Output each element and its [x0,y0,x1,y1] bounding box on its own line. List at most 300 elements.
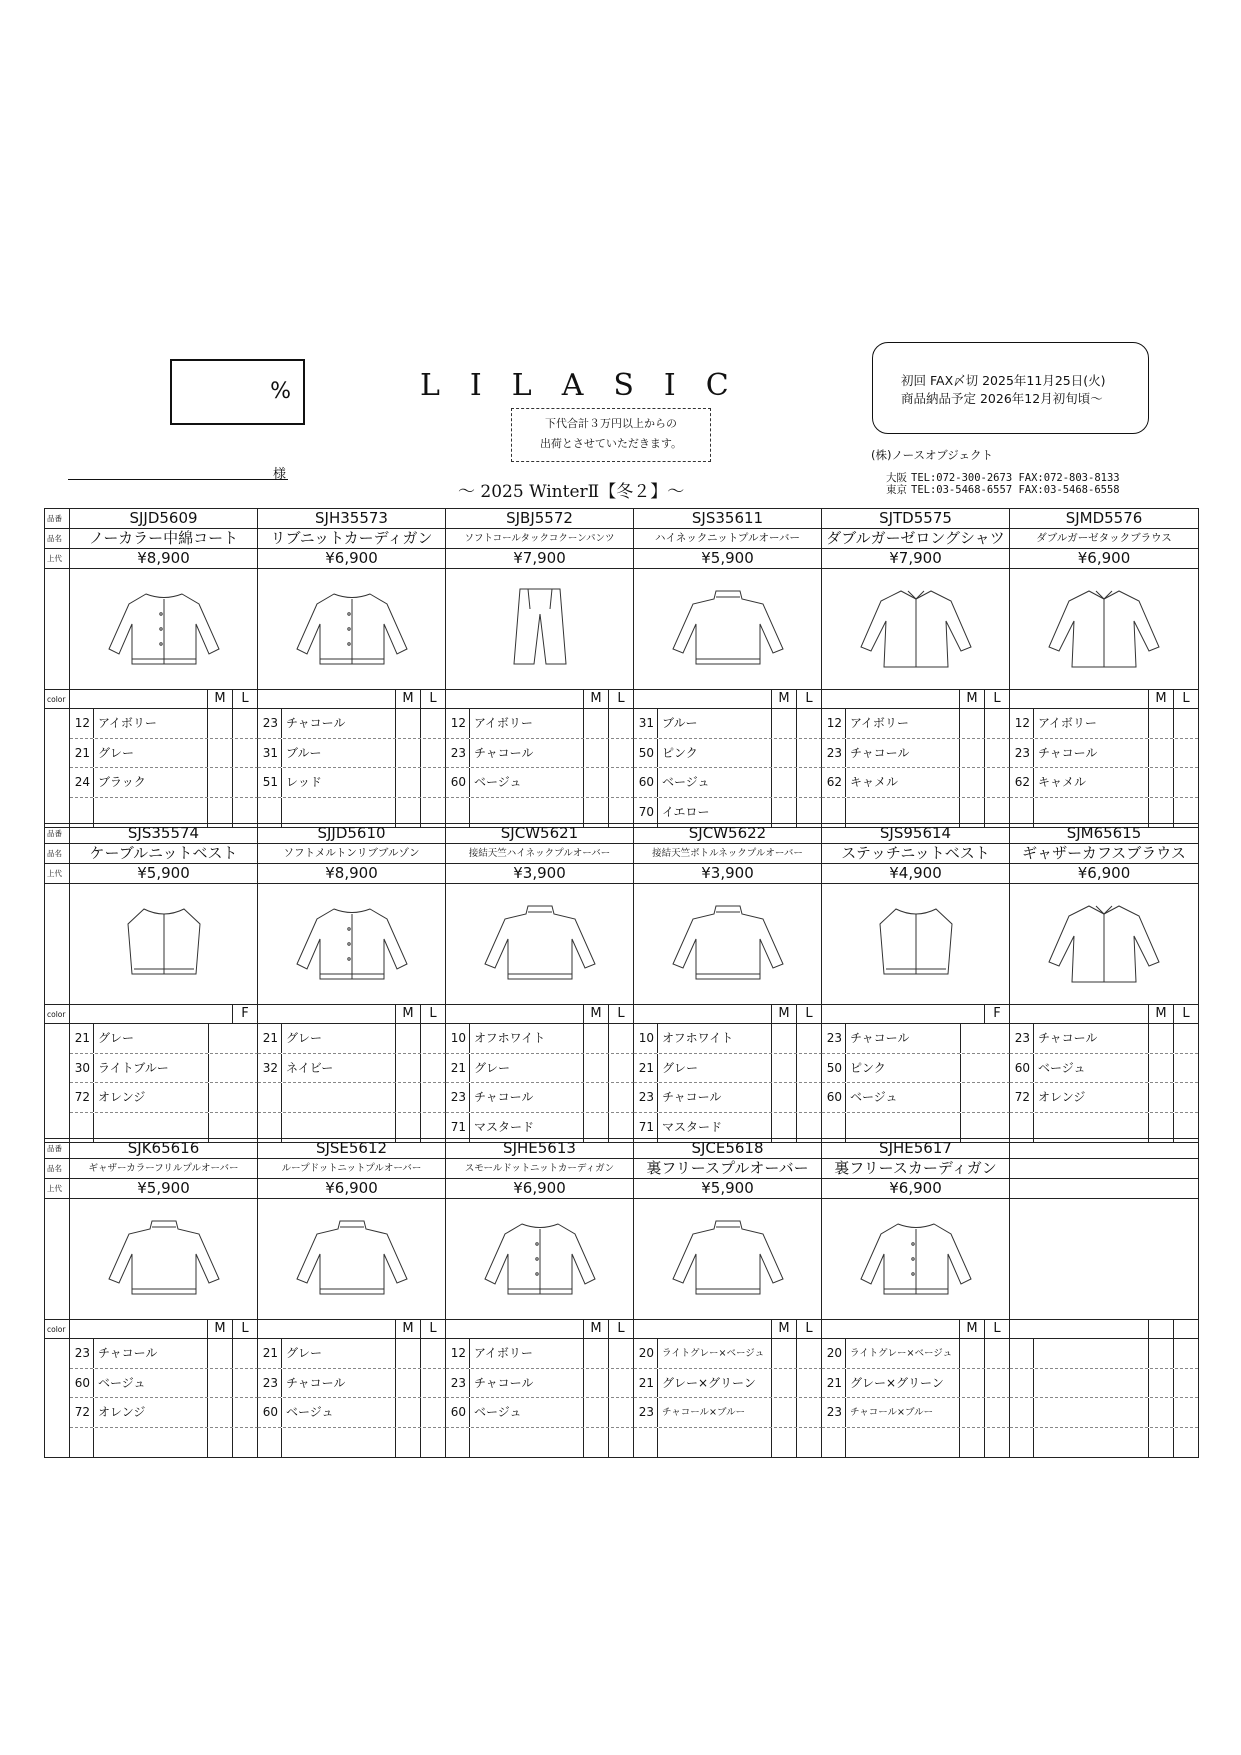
quantity-input[interactable] [985,739,1009,768]
color-code: 12 [70,709,94,738]
color-entry [70,1428,258,1458]
color-code: 72 [1010,1083,1034,1112]
quantity-input[interactable] [421,1083,445,1112]
quantity-input[interactable] [1174,1083,1198,1112]
size-label: M [960,690,985,708]
color-name: レッド [282,768,396,797]
cardigan-sketch-icon [258,569,446,689]
quantity-input[interactable] [584,1369,609,1398]
product-price: ¥4,900 [822,864,1010,883]
color-entry [258,1428,446,1458]
color-entry [1010,1339,1198,1369]
quantity-input[interactable] [1149,1024,1174,1053]
product-name: ループドットニットプルオーバー [258,1159,446,1178]
quantity-input[interactable] [772,1083,797,1112]
quantity-input[interactable] [584,1428,609,1458]
color-name: ベージュ [282,1398,396,1427]
quantity-input[interactable] [797,1339,821,1368]
size-label: L [241,1321,249,1336]
discount-percent-box[interactable] [170,359,305,425]
color-name: チャコール×ブルー [658,1398,772,1427]
quantity-input[interactable] [1174,768,1198,797]
product-price: ¥3,900 [446,864,634,883]
quantity-input[interactable] [421,1339,445,1368]
quantity-input[interactable] [208,709,233,738]
product-section [44,1138,1199,1458]
product-price: ¥5,900 [70,1179,258,1198]
quantity-input[interactable] [797,709,821,738]
contact-info [886,472,1120,496]
code-row [45,509,1198,529]
quantity-input[interactable] [421,1024,445,1053]
quantity-input[interactable] [233,1369,257,1398]
product-price: ¥8,900 [70,549,258,568]
size-label: M [208,1320,233,1338]
product-price: ¥5,900 [634,1179,822,1198]
quantity-input[interactable] [609,1083,633,1112]
quantity-input[interactable] [233,1083,257,1112]
color-entry [70,709,258,739]
quantity-input[interactable] [1149,1398,1174,1427]
quantity-input[interactable] [609,768,633,797]
product-price: ¥7,900 [822,549,1010,568]
quantity-input[interactable] [396,1369,421,1398]
color-entry [634,1024,822,1054]
quantity-input[interactable] [772,1369,797,1398]
color-code: 62 [1010,768,1034,797]
product-name: ギャザーカラーフリルプルオーバー [70,1159,258,1178]
quantity-input[interactable] [396,1083,421,1112]
color-name: チャコール [282,709,396,738]
product-code: SJH35573 [258,509,446,528]
color-entry [70,768,258,798]
quantity-input[interactable] [609,1339,633,1368]
quantity-input[interactable] [609,1398,633,1427]
quantity-input[interactable] [233,1398,257,1427]
quantity-input[interactable] [985,1024,1009,1053]
quantity-input[interactable] [797,768,821,797]
size-label: M [208,690,233,708]
color-code: 23 [446,1083,470,1112]
quantity-input[interactable] [396,1024,421,1053]
size-label: M [396,1005,421,1023]
product-code: SJJD5609 [70,509,258,528]
color-name [1034,1398,1149,1427]
color-name: チャコール [1034,739,1149,768]
quantity-input[interactable] [960,1339,985,1368]
quantity-input[interactable] [233,1024,257,1053]
color-name [1034,1339,1149,1368]
color-code: 51 [258,768,282,797]
name-row [45,1159,1198,1179]
quantity-input[interactable] [1174,1339,1198,1368]
highneck-sketch-icon [446,884,634,1004]
product-name: 裏フリースプルオーバー [634,1159,822,1178]
color-code: 23 [822,1398,846,1427]
color-code: 31 [258,739,282,768]
color-name: オレンジ [1034,1083,1149,1112]
color-entry [822,1054,1010,1084]
product-price [1010,1179,1198,1198]
color-code: 23 [1010,739,1034,768]
color-entry [258,1339,446,1369]
color-entry [822,1339,1010,1369]
quantity-input[interactable] [1149,1083,1174,1112]
quantity-input[interactable] [985,709,1009,738]
quantity-input[interactable] [797,1054,821,1083]
color-code: 30 [70,1054,94,1083]
customer-name-field[interactable] [68,478,288,480]
color-code: 20 [634,1339,658,1368]
color-name: チャコール [658,1083,772,1112]
quantity-input[interactable] [772,1339,797,1368]
quantity-input[interactable] [233,1428,257,1458]
price-row [45,549,1198,569]
color-entry [70,1083,258,1113]
product-section [44,823,1199,1143]
quantity-input[interactable] [985,1083,1009,1112]
quantity-input[interactable] [985,1369,1009,1398]
quantity-input[interactable] [1174,739,1198,768]
quantity-input[interactable] [584,1083,609,1112]
quantity-input[interactable] [960,739,985,768]
color-code [822,1428,846,1458]
quantity-input[interactable] [584,1054,609,1083]
color-name [658,1428,772,1458]
quantity-input[interactable] [396,1428,421,1458]
product-name: ソフトメルトンリブブルゾン [258,844,446,863]
color-row [45,739,1198,769]
color-code: 31 [634,709,658,738]
quantity-input[interactable] [985,1339,1009,1368]
product-name: 裏フリースカーディガン [822,1159,1010,1178]
quantity-input[interactable] [797,1024,821,1053]
code-row [45,1139,1198,1159]
quantity-input[interactable] [584,739,609,768]
product-price: ¥5,900 [634,549,822,568]
color-row [45,768,1198,798]
quantity-input[interactable] [421,1428,445,1458]
product-price: ¥6,900 [1077,864,1131,882]
quantity-input[interactable] [960,1428,985,1458]
size-label: L [617,1006,625,1021]
color-entry [634,739,822,769]
osaka-contact: TEL:072-300-2673 FAX:072-803-8133 [911,472,1120,484]
color-code: 60 [822,1083,846,1112]
product-price: ¥6,900 [258,1179,446,1198]
product-name: ケーブルニットベスト [70,844,258,863]
size-header [258,1005,446,1023]
quantity-input[interactable] [960,1398,985,1427]
color-code: 72 [70,1398,94,1427]
color-row [45,1339,1198,1369]
size-label: L [617,691,625,706]
quantity-input[interactable] [1149,1369,1174,1398]
quantity-input[interactable] [421,739,445,768]
name-row [45,844,1198,864]
color-code: 23 [822,739,846,768]
color-name: グレー [282,1339,396,1368]
quantity-input[interactable] [584,768,609,797]
size-label: M [584,1005,609,1023]
code-label: 品番 [45,1139,70,1158]
color-entry [1010,739,1198,769]
color-code: 60 [258,1398,282,1427]
color-name [282,1428,396,1458]
color-entry [258,1369,446,1399]
quantity-input[interactable] [772,768,797,797]
quantity-input[interactable] [960,709,985,738]
size-header [822,690,1010,708]
size-header [70,1320,258,1338]
quantity-input[interactable] [985,1054,1009,1083]
quantity-input[interactable] [584,1024,609,1053]
color-row [45,1369,1198,1399]
color-name: ブルー [658,709,772,738]
color-label: color [45,1320,70,1338]
quantity-input[interactable] [985,1398,1009,1427]
color-name: チャコール [846,1024,961,1053]
quantity-input[interactable] [1149,739,1174,768]
color-entry [70,1339,258,1369]
color-name: ベージュ [470,1398,584,1427]
product-name: ダブルガーゼタックブラウス [1036,532,1172,544]
color-row [45,1054,1198,1084]
color-name [1034,1428,1149,1458]
quantity-input[interactable] [208,1398,233,1427]
notice-line-1: 下代合計３万円以上からの [545,417,677,430]
size-label: L [241,691,249,706]
size-label: L [805,691,813,706]
quantity-input[interactable] [1149,768,1174,797]
size-label: L [429,1006,437,1021]
quantity-input[interactable] [772,1054,797,1083]
quantity-input[interactable] [960,1369,985,1398]
image-row [45,569,1198,690]
quantity-input[interactable] [609,1369,633,1398]
product-price: ¥3,900 [634,864,822,883]
size-label: M [960,1320,985,1338]
quantity-input[interactable] [233,768,257,797]
order-notice [511,408,711,462]
color-code: 21 [258,1339,282,1368]
color-entry [446,1428,634,1458]
color-name: ベージュ [658,768,772,797]
product-price: ¥8,900 [258,864,446,883]
quantity-input[interactable] [1149,1054,1174,1083]
color-code: 21 [634,1369,658,1398]
product-price: ¥6,900 [258,549,446,568]
color-row [45,1428,1198,1458]
color-row [45,1024,1198,1054]
quantity-input[interactable] [396,739,421,768]
quantity-input[interactable] [421,1054,445,1083]
color-entry [634,1339,822,1369]
color-entry [258,768,446,798]
code-label: 品番 [45,824,70,843]
color-entry [822,1398,1010,1428]
quantity-input[interactable] [396,1054,421,1083]
size-header [258,690,446,708]
quantity-input[interactable] [421,1369,445,1398]
size-label: M [584,1320,609,1338]
quantity-input[interactable] [584,709,609,738]
color-entry [258,1398,446,1428]
color-name: オフホワイト [470,1024,584,1053]
color-code: 72 [70,1083,94,1112]
fleece-cardigan-sketch-icon [822,1199,1010,1319]
product-code: SJS35611 [634,509,822,528]
deadline-line-2: 商品納品予定 2026年12月初旬頃～ [901,391,1103,406]
color-name: チャコール×ブルー [846,1398,960,1427]
quantity-input[interactable] [797,1428,821,1458]
deadline-box [872,342,1149,434]
quantity-input[interactable] [421,709,445,738]
color-entry [822,1083,1010,1113]
quantity-input[interactable] [985,768,1009,797]
quantity-input[interactable] [208,1428,233,1458]
quantity-input[interactable] [772,1024,797,1053]
size-header [1010,690,1198,708]
product-price: ¥7,900 [446,549,634,568]
color-code: 23 [446,1369,470,1398]
quantity-input[interactable] [1149,709,1174,738]
size-row [45,690,1198,709]
color-name: キャメル [1034,768,1149,797]
price-label: 上代 [45,1179,70,1198]
osaka-label: 大阪 [886,472,907,484]
color-entry [1010,1398,1198,1428]
size-label: M [772,690,797,708]
quantity-input[interactable] [1174,1024,1198,1053]
quantity-input[interactable] [421,1398,445,1427]
quantity-input[interactable] [421,768,445,797]
frill-pullover-sketch-icon [70,1199,258,1319]
quantity-input[interactable] [584,1339,609,1368]
product-code: SJHE5617 [822,1139,1010,1158]
color-name: グレー [94,1024,209,1053]
quantity-input[interactable] [1174,709,1198,738]
color-entry [70,1369,258,1399]
size-label: M [1149,690,1174,708]
product-code: SJCW5622 [634,824,822,843]
empty-image-cell [1010,1199,1198,1319]
color-code: 23 [634,1398,658,1427]
color-code: 71 [446,1113,470,1143]
quantity-input[interactable] [797,739,821,768]
color-entry [1010,709,1198,739]
quantity-input[interactable] [1149,1428,1174,1458]
color-entry [822,1428,1010,1458]
product-name [1010,1159,1198,1178]
quantity-input[interactable] [1174,1398,1198,1427]
color-entry [1010,1083,1198,1113]
size-header [634,1005,822,1023]
code-row [45,824,1198,844]
color-row [45,1083,1198,1113]
color-code: 23 [634,1083,658,1112]
color-code [1010,1398,1034,1427]
color-name: グレー×グリーン [846,1369,960,1398]
size-label: M [396,1320,421,1338]
quantity-input[interactable] [233,1339,257,1368]
color-name: アイボリー [1034,709,1149,738]
quantity-input[interactable] [208,768,233,797]
color-entry [1010,1054,1198,1084]
quantity-input[interactable] [609,1054,633,1083]
quantity-input[interactable] [208,1339,233,1368]
color-code: 60 [1010,1054,1034,1083]
quantity-input[interactable] [1174,1369,1198,1398]
pants-sketch-icon [446,569,634,689]
quantity-input[interactable] [396,1339,421,1368]
quantity-input[interactable] [396,768,421,797]
quantity-input[interactable] [609,739,633,768]
color-name: アイボリー [94,709,208,738]
size-row [45,1005,1198,1024]
quantity-input[interactable] [609,709,633,738]
color-label: color [45,1005,70,1023]
quantity-input[interactable] [609,1024,633,1053]
quantity-input[interactable] [233,709,257,738]
quantity-input[interactable] [208,1369,233,1398]
color-entry [70,1398,258,1428]
quantity-input[interactable] [233,739,257,768]
quantity-input[interactable] [609,1428,633,1458]
quantity-input[interactable] [960,768,985,797]
quantity-input[interactable] [584,1398,609,1427]
notice-line-2: 出荷とさせていただきます。 [539,437,683,450]
color-row [45,709,1198,739]
size-label: L [617,1321,625,1336]
color-code: 21 [70,739,94,768]
color-name [1034,1369,1149,1398]
price-label: 上代 [45,549,70,568]
quantity-input[interactable] [772,709,797,738]
quantity-input[interactable] [797,1369,821,1398]
quantity-input[interactable] [396,709,421,738]
quantity-input[interactable] [797,1083,821,1112]
quantity-input[interactable] [233,1054,257,1083]
color-entry [446,1398,634,1428]
quantity-input[interactable] [797,1398,821,1427]
color-name: ライトブルー [94,1054,209,1083]
quantity-input[interactable] [396,1398,421,1427]
product-code: SJSE5612 [258,1139,446,1158]
quantity-input[interactable] [772,1398,797,1427]
bottleneck-sketch-icon [634,884,822,1004]
quantity-input[interactable] [208,739,233,768]
product-name: 接結天竺ボトルネックプルオーバー [634,844,822,863]
quantity-input[interactable] [1174,1428,1198,1458]
color-code [1010,1339,1034,1368]
quantity-input[interactable] [772,739,797,768]
color-entry [1010,1369,1198,1399]
product-code: SJTD5575 [822,509,1010,528]
color-name: チャコール [470,1369,584,1398]
quantity-input[interactable] [772,1428,797,1458]
color-entry [634,1054,822,1084]
color-code: 12 [1010,709,1034,738]
color-entry [446,768,634,798]
quantity-input[interactable] [1149,1339,1174,1368]
quantity-input[interactable] [985,1428,1009,1458]
color-name: オレンジ [94,1398,208,1427]
color-name: チャコール [470,739,584,768]
product-code: SJMD5576 [1065,509,1143,527]
quantity-input[interactable] [1174,1054,1198,1083]
size-label: M [772,1320,797,1338]
